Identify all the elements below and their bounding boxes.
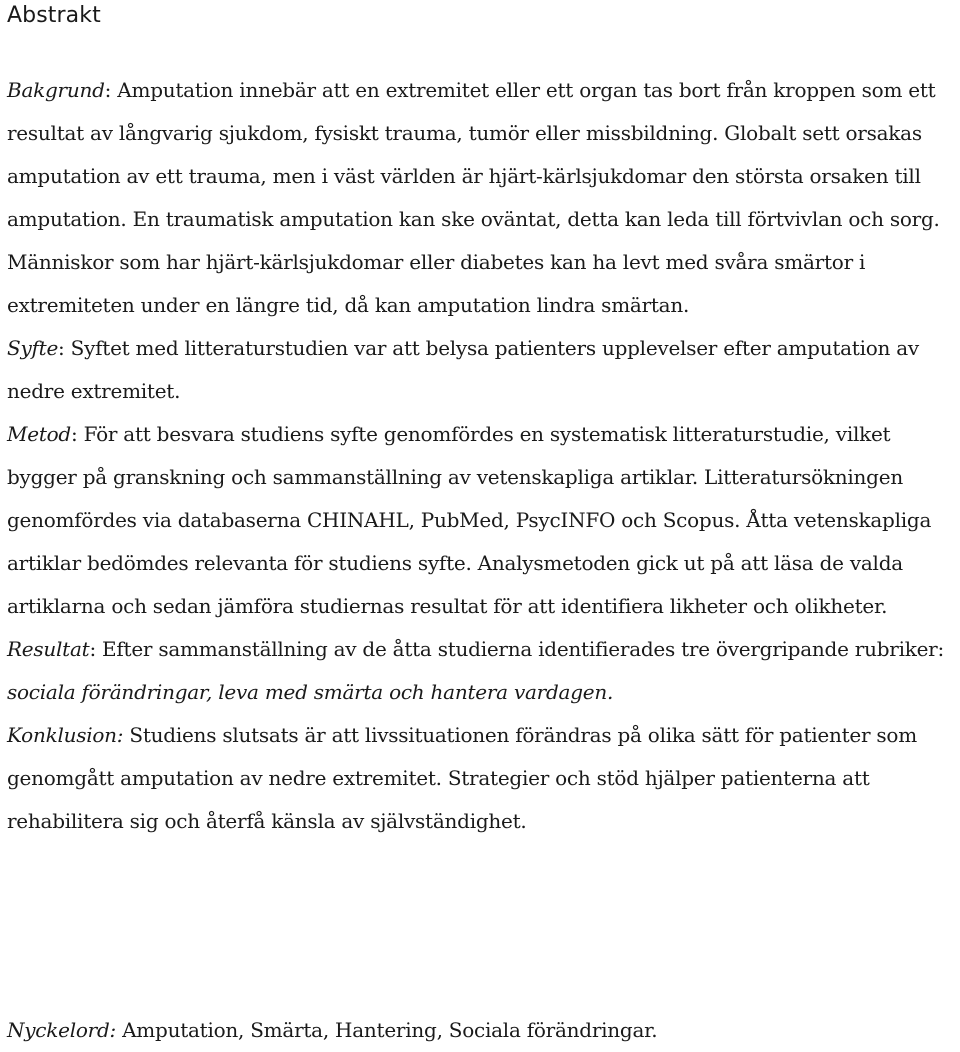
resultat-text: Efter sammanställning av de åtta studierna identifierades tre övergripande rubriker: — [102, 637, 944, 661]
resultat-separator: : — [89, 637, 103, 661]
keywords-text: Amputation, Smärta, Hantering, Sociala förändringar. — [122, 1018, 658, 1042]
metod-label: Metod — [7, 422, 71, 446]
syfte-label: Syfte — [7, 336, 59, 360]
section-resultat — [7, 628, 955, 714]
resultat-label: Resultat — [7, 637, 90, 661]
konklusion-text: Studiens slutsats är att livssituationen förändras på olika sätt för patienter som genomgått amputation av nedre extremitet. Strategier och stöd hjälper patienterna att rehabilitera sig och återfå känsla av självständighet. — [7, 723, 917, 833]
section-syfte — [7, 327, 955, 413]
metod-separator: : — [70, 422, 84, 446]
abstract-heading: Abstrakt — [7, 3, 101, 28]
bakgrund-text: Amputation innebär att en extremitet eller ett organ tas bort från kroppen som ett resultat av långvarig sjukdom, fysiskt trauma, tumör eller missbildning. Globalt sett orsakas amputation av ett trauma, men i väst världen är hjärt-kärlsjukdomar den största orsaken till amputation. En traumatisk amputation kan ske oväntat, detta kan leda till förtvivlan och sorg. Människor som har hjärt-kärlsjukdomar eller diabetes kan ha levt med svåra smärtor i extremiteten under en längre tid, då kan amputation lindra smärtan. — [7, 78, 940, 317]
syfte-separator: : — [58, 336, 71, 360]
bakgrund-label: Bakgrund — [7, 78, 105, 102]
metod-text: För att besvara studiens syfte genomfördes en systematisk litteraturstudie, vilket bygger på granskning och sammanställning av vetenskapliga artiklar. Litteratursökningen genomfördes via databaserna CHINAHL, PubMed, PsycINFO och Scopus. Åtta vetenskapliga artiklar bedömdes relevanta för studiens syfte. Analysmetoden gick ut på att läsa de valda artiklarna och sedan jämföra studiernas resultat för att identifiera likheter och olikheter. — [7, 422, 932, 618]
abstract-body — [7, 69, 955, 843]
keywords-label: Nyckelord: — [7, 1018, 116, 1042]
resultat-categories: sociala förändringar, leva med smärta och hantera vardagen. — [7, 680, 614, 704]
keywords-line — [7, 1009, 657, 1052]
section-metod — [7, 413, 955, 628]
section-konklusion — [7, 714, 955, 843]
syfte-text: Syftet med litteraturstudien var att belysa patienters upplevelser efter amputation av nedre extremitet. — [7, 336, 919, 403]
section-bakgrund — [7, 69, 955, 327]
konklusion-label: Konklusion: — [7, 723, 124, 747]
abstract-page — [7, 0, 955, 1042]
bakgrund-separator: : — [104, 78, 118, 102]
